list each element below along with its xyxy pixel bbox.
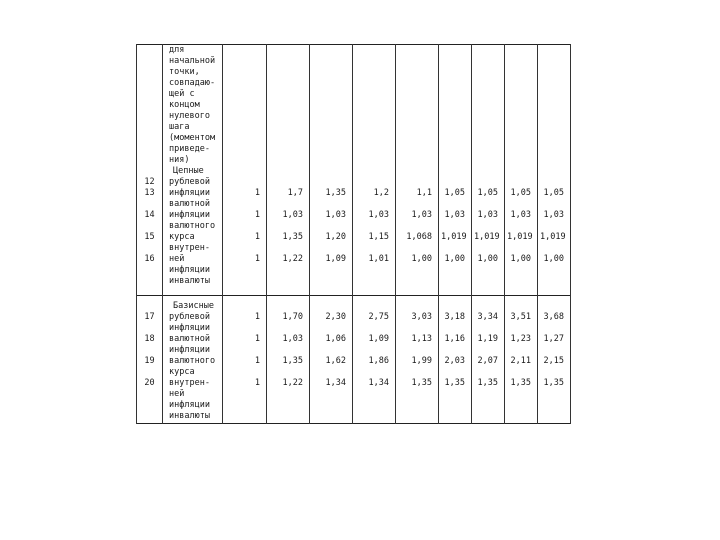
row-number: 15 xyxy=(144,232,155,242)
heading-line: ней xyxy=(169,388,185,399)
inflation-index-table xyxy=(136,44,571,424)
cell-value: 1,35 xyxy=(411,377,432,388)
heading-line: валютного xyxy=(169,355,216,366)
cell-value: 1,2 xyxy=(373,188,389,198)
cell-value: 1,35 xyxy=(282,355,303,366)
cell-value: 1 xyxy=(254,254,260,264)
cell-value: 1,62 xyxy=(325,355,346,366)
cell-value: 1,35 xyxy=(477,377,498,388)
cell-value: 1,99 xyxy=(411,355,432,366)
cell-value: 1,35 xyxy=(510,377,531,388)
cell-value: 1,00 xyxy=(477,254,498,264)
block1-col-8 xyxy=(472,45,505,296)
block1-col-5 xyxy=(353,45,396,296)
heading-line: валютной xyxy=(169,199,210,209)
cell-value: 1,03 xyxy=(282,210,303,220)
cell-value: 1,1 xyxy=(416,188,432,198)
cell-value: 1,86 xyxy=(368,355,389,366)
cell-value: 1,03 xyxy=(368,210,389,220)
block2-section xyxy=(137,295,571,423)
cell-value: 1,23 xyxy=(510,333,531,344)
intro-line: для xyxy=(169,45,185,55)
cell-value: 1 xyxy=(254,210,260,220)
cell-value: 1,35 xyxy=(543,377,564,388)
cell-value: 1,03 xyxy=(477,210,498,220)
row-number: 14 xyxy=(144,210,155,220)
cell-value: 1,35 xyxy=(282,232,303,242)
cell-value: 1 xyxy=(254,188,260,198)
heading-line: валютной xyxy=(169,333,210,344)
cell-value: 1,22 xyxy=(282,377,303,388)
cell-value: 1,34 xyxy=(325,377,346,388)
cell-value: 1,7 xyxy=(287,188,303,198)
cell-value: 1,01 xyxy=(368,254,389,264)
row-number: 16 xyxy=(144,254,155,264)
block1-col-7 xyxy=(439,45,472,296)
block2-col-3 xyxy=(267,295,310,423)
cell-value: 1,06 xyxy=(325,333,346,344)
cell-value: 1,05 xyxy=(477,188,498,198)
block1-col-4 xyxy=(310,45,353,296)
block2-col-6 xyxy=(396,295,439,423)
heading-line: Цепные xyxy=(173,166,204,176)
heading-line: курса xyxy=(169,232,195,242)
block1-col-10 xyxy=(538,45,571,296)
cell-value: 1,05 xyxy=(444,188,465,198)
heading-line: инфляции xyxy=(169,399,210,410)
heading-line: внутрен- xyxy=(169,377,210,388)
cell-value: 1,16 xyxy=(444,333,465,344)
heading-line: инфляции xyxy=(169,210,210,220)
cell-value: 1,34 xyxy=(368,377,389,388)
cell-value: 1,019 xyxy=(540,232,566,242)
cell-value: 2,15 xyxy=(543,355,564,366)
row-number: 13 xyxy=(144,188,155,198)
intro-line: начальной xyxy=(169,56,216,66)
cell-value: 1 xyxy=(254,232,260,242)
heading-line: рублевой xyxy=(169,177,210,187)
cell-value: 1,068 xyxy=(406,232,432,242)
block1-col-9 xyxy=(505,45,538,296)
cell-value: 1,03 xyxy=(325,210,346,220)
block2-col-9 xyxy=(505,295,538,423)
intro-line: ния) xyxy=(169,155,190,165)
cell-value: 1,05 xyxy=(543,188,564,198)
cell-value: 3,18 xyxy=(444,311,465,322)
heading-line: инфляции xyxy=(169,188,210,198)
intro-line: нулевого xyxy=(169,111,210,121)
cell-value: 1 xyxy=(254,333,260,344)
heading-line: Базисные xyxy=(173,300,214,311)
heading-line: инфляции xyxy=(169,265,210,275)
row-number: 19 xyxy=(144,355,155,366)
cell-value: 1 xyxy=(254,377,260,388)
cell-value: 1,09 xyxy=(325,254,346,264)
cell-value: 1 xyxy=(254,355,260,366)
cell-value: 1,70 xyxy=(282,311,303,322)
cell-value: 1,05 xyxy=(510,188,531,198)
block2-description xyxy=(163,295,223,423)
block1-section xyxy=(137,45,571,296)
cell-value: 1,22 xyxy=(282,254,303,264)
cell-value: 1,03 xyxy=(411,210,432,220)
cell-value: 1,15 xyxy=(368,232,389,242)
cell-value: 1,35 xyxy=(325,188,346,198)
block2-col-5 xyxy=(353,295,396,423)
heading-line: инфляции xyxy=(169,344,210,355)
intro-line: щей с xyxy=(169,89,195,99)
cell-value: 1,00 xyxy=(411,254,432,264)
block2-col-4 xyxy=(310,295,353,423)
cell-value: 1,19 xyxy=(477,333,498,344)
heading-line: ней xyxy=(169,254,185,264)
block2-col-7 xyxy=(439,295,472,423)
intro-line: точки, xyxy=(169,67,200,77)
cell-value: 2,07 xyxy=(477,355,498,366)
heading-line: инфляции xyxy=(169,322,210,333)
cell-value: 1,019 xyxy=(507,232,533,242)
block1-number-stack xyxy=(139,177,160,276)
row-number: 12 xyxy=(144,177,155,187)
intro-line: совпадаю- xyxy=(169,78,216,88)
cell-value: 2,75 xyxy=(368,311,389,322)
row-number: 17 xyxy=(144,311,155,322)
block1-col-3 xyxy=(267,45,310,296)
block1-col-2 xyxy=(223,45,267,296)
block2-col-2 xyxy=(223,295,267,423)
heading-line: инвалюты xyxy=(169,276,210,286)
cell-value: 1,27 xyxy=(543,333,564,344)
block1-col-6 xyxy=(396,45,439,296)
cell-value: 3,68 xyxy=(543,311,564,322)
heading-line: внутрен- xyxy=(169,243,210,253)
cell-value: 1,03 xyxy=(282,333,303,344)
cell-value: 1,03 xyxy=(543,210,564,220)
cell-value: 2,11 xyxy=(510,355,531,366)
intro-line: шага xyxy=(169,122,190,132)
cell-value: 1,35 xyxy=(444,377,465,388)
cell-value: 2,03 xyxy=(444,355,465,366)
cell-value: 3,03 xyxy=(411,311,432,322)
heading-line: инвалюты xyxy=(169,410,210,421)
cell-value: 1,09 xyxy=(368,333,389,344)
heading-line: рублевой xyxy=(169,311,210,322)
cell-value: 1,00 xyxy=(510,254,531,264)
cell-value: 1,03 xyxy=(444,210,465,220)
heading-line: курса xyxy=(169,366,195,377)
intro-line: (моментом xyxy=(169,133,216,143)
cell-value: 1,03 xyxy=(510,210,531,220)
cell-value: 1,00 xyxy=(543,254,564,264)
cell-value: 1,00 xyxy=(444,254,465,264)
block1-description xyxy=(163,45,223,296)
intro-line: приведе- xyxy=(169,144,210,154)
intro-line: концом xyxy=(169,100,200,110)
cell-value: 1,20 xyxy=(325,232,346,242)
block2-col-10 xyxy=(538,295,571,423)
cell-value: 3,34 xyxy=(477,311,498,322)
cell-value: 1,019 xyxy=(474,232,500,242)
row-number: 20 xyxy=(144,377,155,388)
row-number: 18 xyxy=(144,333,155,344)
cell-value: 1 xyxy=(254,311,260,322)
cell-value: 3,51 xyxy=(510,311,531,322)
block2-col-8 xyxy=(472,295,505,423)
cell-value: 1,13 xyxy=(411,333,432,344)
block1-row-numbers xyxy=(137,45,163,296)
cell-value: 1,019 xyxy=(441,232,467,242)
block2-row-numbers xyxy=(137,295,163,423)
heading-line: валютного xyxy=(169,221,216,231)
cell-value: 2,30 xyxy=(325,311,346,322)
